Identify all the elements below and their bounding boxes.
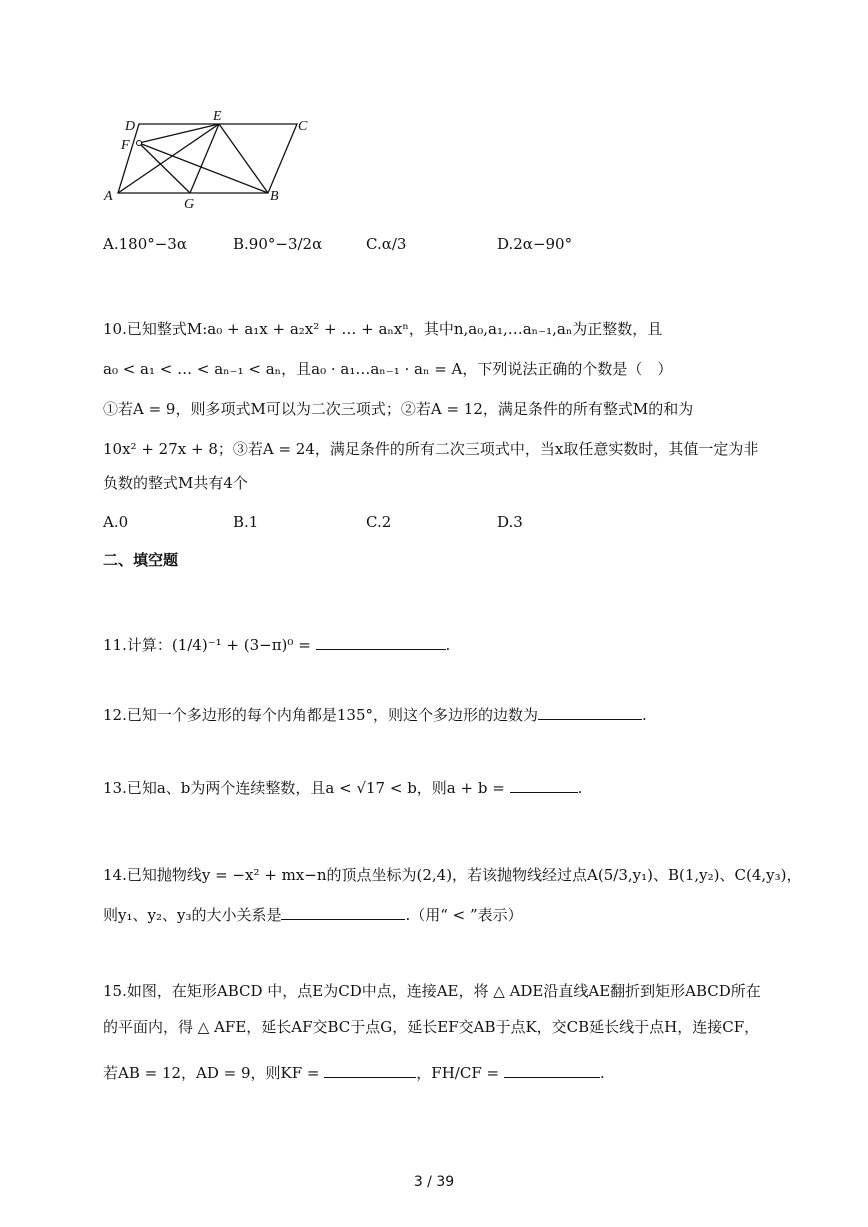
label-a: A [104, 189, 113, 204]
q10-line-2: a₀ < a₁ < … < aₙ₋₁ < aₙ，且a₀ · a₁…aₙ₋₁ · aₙ = A，下列说法正确的个数是（ ） [103, 360, 673, 378]
q11 [103, 634, 450, 656]
q15-line-1: 15.如图，在矩形ABCD 中，点E为CD中点，连接AE，将 △ ADE沿直线AE翻折到矩形ABCD所在 [103, 982, 761, 1000]
option-text: 2α−90° [513, 235, 573, 253]
option-letter: C. [366, 235, 382, 253]
option-letter: D. [497, 235, 514, 253]
option-letter: A. [103, 513, 119, 531]
page-number: 3 / 39 [413, 1174, 455, 1190]
q10-option-c[interactable] [366, 511, 391, 533]
section-title: 二、填空题 [103, 551, 179, 569]
q15-line-3-end: . [599, 1064, 605, 1082]
q12-text: 12.已知一个多边形的每个内角都是135°，则这个多边形的边数为 [103, 706, 538, 724]
q14-line-2 [103, 904, 523, 926]
label-g: G [184, 197, 195, 212]
q12-answer-blank[interactable] [538, 718, 642, 720]
option-text: 1 [248, 513, 259, 531]
option-text: α/3 [381, 235, 407, 253]
q15-answer-blank-kf[interactable] [324, 1076, 416, 1078]
q10-line-1: 10.已知整式M:a₀ + a₁x + a₂x² + … + aₙxⁿ，其中n,a₀,a₁,…aₙ₋₁,aₙ为正整数，且 [103, 320, 663, 338]
segment-fg [139, 143, 190, 193]
q10-line-4: 10x² + 27x + 8；③若A = 24，满足条件的所有二次三项式中，当x取任意实数时，其值一定为非 [103, 440, 759, 458]
parallelogram-figure [98, 104, 328, 214]
q12-end: . [642, 706, 647, 724]
q14-line-2-text: 则y₁、y₂、y₃的大小关系是 [103, 906, 282, 924]
q14-answer-blank[interactable] [281, 918, 405, 920]
q9-option-b[interactable] [233, 233, 322, 255]
option-letter: B. [233, 235, 249, 253]
q10-option-d[interactable] [497, 511, 523, 533]
q15-answer-blank-ratio[interactable] [504, 1076, 600, 1078]
segment-fb [139, 143, 268, 193]
label-b: B [270, 189, 279, 204]
q15-line-3-mid: ，FH/CF = [416, 1064, 500, 1082]
segment-eb [219, 124, 268, 193]
q11-text: 11.计算：(1/4)⁻¹ + (3−π)⁰ = [103, 636, 311, 654]
label-e: E [213, 109, 222, 124]
q10-line-5: 负数的整式M共有4个 [103, 474, 248, 492]
q10-line-3: ①若A = 9，则多项式M可以为二次三项式；②若A = 12，满足条件的所有整式M的和为 [103, 400, 694, 418]
q9-option-c[interactable] [366, 233, 406, 255]
q10-option-b[interactable] [233, 511, 258, 533]
q13-text: 13.已知a、b为两个连续整数，且a < √17 < b，则a + b = [103, 779, 505, 797]
option-text: 0 [118, 513, 129, 531]
q13-end: . [577, 779, 583, 797]
q12 [103, 704, 647, 726]
option-text: 2 [381, 513, 392, 531]
option-letter: D. [497, 513, 514, 531]
q14-line-2-end: .（用“ < ”表示） [405, 906, 523, 924]
q9-option-d[interactable] [497, 233, 572, 255]
q11-end: . [445, 636, 451, 654]
q15-line-3 [103, 1062, 605, 1084]
q10-option-a[interactable] [103, 511, 128, 533]
q15-line-3-text: 若AB = 12，AD = 9，则KF = [103, 1064, 320, 1082]
q15-line-2: 的平面内，得 △ AFE，延长AF交BC于点G，延长EF交AB于点K，交CB延长线于点H，连接CF， [103, 1018, 760, 1036]
option-letter: B. [233, 513, 249, 531]
label-f: F [121, 138, 130, 153]
q13-answer-blank[interactable] [510, 791, 578, 793]
q9-option-a[interactable] [103, 233, 187, 255]
label-c: C [298, 119, 308, 134]
point-f [137, 141, 142, 146]
parallelogram-abcd [118, 124, 297, 193]
option-letter: C. [366, 513, 382, 531]
option-text: 3 [513, 513, 523, 531]
q13 [103, 777, 582, 799]
label-d: D [125, 119, 136, 134]
q11-answer-blank[interactable] [316, 648, 446, 650]
q14-line-1: 14.已知抛物线y = −x² + mx−n的顶点坐标为(2,4)，若该抛物线经过点A(5/3,y₁)、B(1,y₂)、C(4,y₃)， [103, 866, 802, 884]
option-text: 90°−3/2α [248, 235, 323, 253]
option-text: 180°−3α [118, 235, 187, 253]
segment-fe [139, 124, 219, 143]
option-letter: A. [103, 235, 119, 253]
